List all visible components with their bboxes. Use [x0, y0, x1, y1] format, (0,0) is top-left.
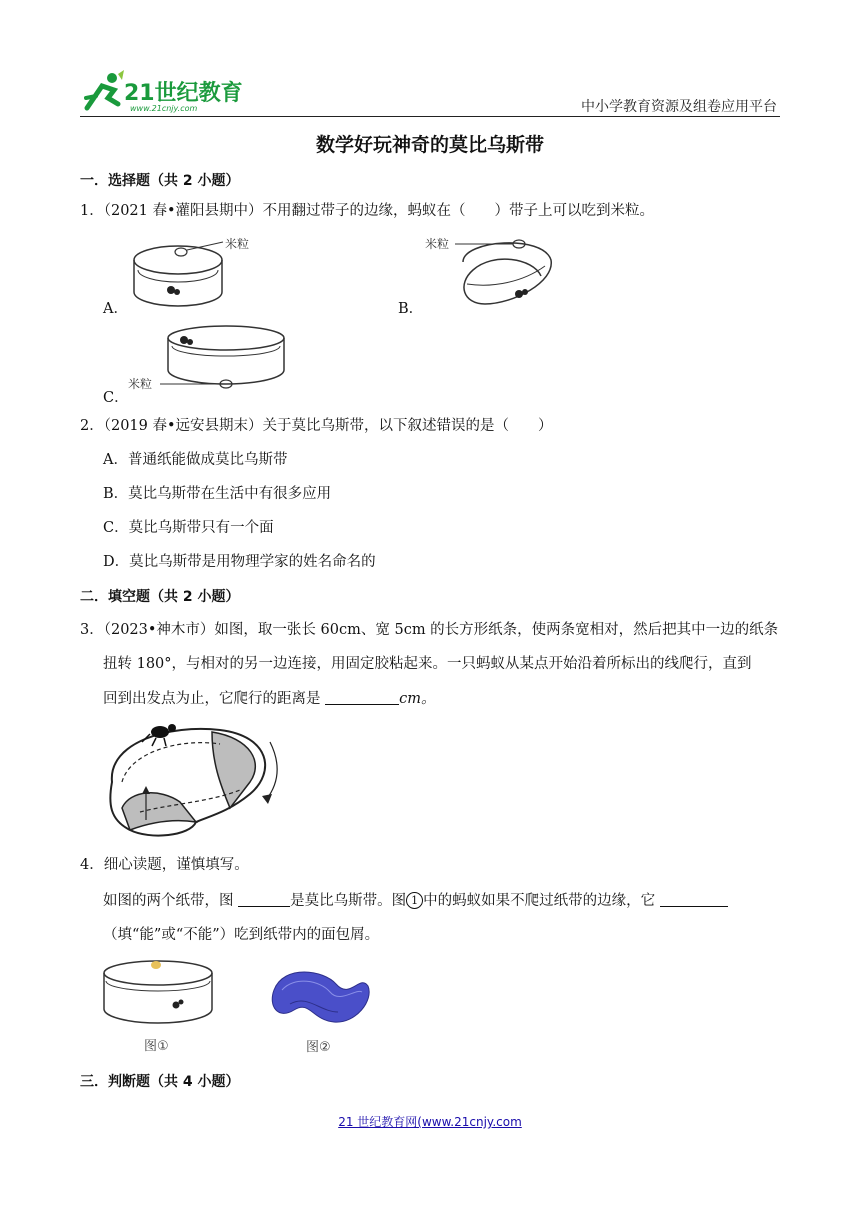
- question-3-line-3-text: 回到出发点为止，它爬行的距离是: [103, 691, 321, 707]
- q2-option-c: C．莫比乌斯带只有一个面: [103, 520, 274, 536]
- platform-name: 中小学教育资源及组卷应用平台: [581, 99, 777, 115]
- circled-number-1: 1: [406, 892, 423, 909]
- question-4-line-1: 4．细心读题，谨慎填写。: [80, 857, 249, 873]
- mobius-ant-path-figure: [100, 712, 290, 844]
- footer-link[interactable]: 21 世纪教育网(www.21cnjy.com: [338, 1115, 522, 1129]
- question-4-line-3: （填“能”或“不能”）吃到纸带内的面包屑。: [103, 927, 380, 943]
- question-2-text: 2．（2019 春•远安县期末）关于莫比乌斯带，以下叙述错误的是（ ）: [80, 418, 553, 434]
- q4-figure-1: [100, 957, 222, 1055]
- q1-option-b: [423, 232, 563, 312]
- page-title: 数学好玩神奇的莫比乌斯带: [315, 134, 544, 156]
- q3-mobius-figure: [100, 712, 290, 844]
- rice-label-b: 米粒: [425, 237, 450, 251]
- q4-text-a: 如图的两个纸带，图: [103, 893, 234, 909]
- mobius-blue-band-figure: [264, 960, 374, 1036]
- figure-2-caption: 图②: [306, 1040, 331, 1055]
- ring-band-crumb-figure: [100, 957, 222, 1037]
- section-heading-fill: 二．填空题（共 2 小题）: [80, 589, 240, 605]
- q1-option-a: [103, 230, 273, 320]
- q4-answer-blank-2[interactable]: [660, 892, 728, 907]
- q4-answer-blank-1[interactable]: [238, 892, 290, 907]
- section-heading-choice: 一．选择题（共 2 小题）: [80, 173, 240, 189]
- q4-figure-2: [264, 960, 374, 1054]
- rice-label-a: 米粒: [225, 237, 250, 251]
- q1-option-b-label: B．: [398, 301, 424, 317]
- question-3-line-3: [103, 689, 435, 709]
- logo-url: www.21cnjy.com: [130, 104, 198, 113]
- question-1-text: 1．（2021 春•灌阳县期中）不用翻过带子的边缘，蚂蚁在（ ）带子上可以吃到米粒。: [80, 203, 655, 219]
- figure-1-caption: 图①: [144, 1039, 169, 1054]
- mobius-band-b-figure: [423, 232, 563, 312]
- logo-name: 21世纪教育: [124, 81, 243, 106]
- footer: [0, 1113, 860, 1130]
- q1-option-c: [126, 322, 306, 398]
- rice-label-c: 米粒: [128, 377, 153, 391]
- q4-text-b: 是莫比乌斯带。图: [290, 893, 407, 909]
- q2-option-b: B．莫比乌斯带在生活中有很多应用: [103, 486, 332, 502]
- question-3-line-2: 扭转 180°，与相对的另一边连接，用固定胶粘起来。一只蚂蚁从某点开始沿着所标出的线爬行，直到: [103, 656, 752, 672]
- q2-option-d: D．莫比乌斯带是用物理学家的姓名命名的: [103, 554, 376, 570]
- section-heading-judge: 三．判断题（共 4 小题）: [80, 1074, 240, 1090]
- question-3-line-1: 3．（2023•神木市）如图，取一张长 60cm、宽 5cm 的长方形纸条，使两条宽相对，然后把其中一边的纸条: [80, 622, 779, 638]
- ring-band-c-figure: [126, 322, 306, 398]
- q2-option-a: A．普通纸能做成莫比乌斯带: [103, 452, 288, 468]
- q3-unit: cm。: [399, 691, 436, 707]
- header-rule: [80, 116, 780, 117]
- q1-option-a-label: A．: [103, 301, 128, 317]
- q4-text-c: 中的蚂蚁如果不爬过纸带的边缘，它: [423, 893, 656, 909]
- q1-option-c-label: C．: [103, 390, 129, 406]
- ring-band-a-figure: [103, 230, 273, 320]
- q3-answer-blank[interactable]: [325, 690, 399, 705]
- question-4-line-2: [103, 891, 728, 911]
